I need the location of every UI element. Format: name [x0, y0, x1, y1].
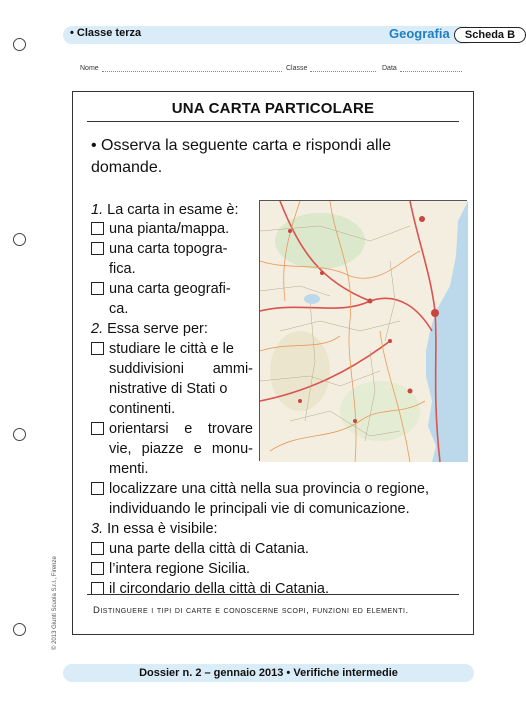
sheet-badge: Scheda B — [454, 27, 526, 43]
option-q3-c: il circondario della città di Catania. — [109, 581, 330, 597]
class-label: • Classe terza — [70, 27, 142, 39]
option-q3-b: l’intera regione Sicilia. — [109, 561, 251, 577]
question-1 — [91, 200, 239, 221]
question-1-number: 1. — [91, 202, 104, 218]
checkbox-q3-b[interactable] — [91, 562, 104, 575]
option-q2-c-line2: individuando le principali vie di comunicazione. — [109, 501, 410, 517]
name-field-label: Nome — [80, 65, 99, 72]
question-2 — [91, 319, 208, 340]
map-drawing — [260, 201, 468, 462]
class-field-line[interactable] — [310, 71, 376, 72]
question-2-number: 2. — [91, 321, 104, 337]
checkbox-q2-c[interactable] — [91, 482, 104, 495]
option-q2-b-line1: orientarsi e trovare — [109, 421, 253, 437]
option-q3-a: una parte della città di Catania. — [109, 541, 309, 557]
exercise-card — [72, 91, 474, 635]
subject-label: Geografia — [389, 26, 450, 41]
title-divider — [87, 121, 459, 122]
option-q2-c-line1: localizzare una città nella sua provincia o regione, — [109, 481, 429, 497]
checkbox-q3-a[interactable] — [91, 542, 104, 555]
option-q2-a-line1: studiare le città e le — [109, 341, 234, 357]
name-field-line[interactable] — [102, 71, 282, 72]
option-q1-b-line2: fica. — [109, 261, 136, 277]
exercise-title: UNA CARTA PARTICOLARE — [171, 100, 375, 117]
binder-hole-4 — [13, 623, 26, 636]
date-field-label: Data — [382, 65, 397, 72]
checkbox-q1-c[interactable] — [91, 282, 104, 295]
option-q2-b-line3: menti. — [109, 461, 149, 477]
learning-objective: Distinguere i tipi di carte e conoscerne scopi, funzioni ed elementi. — [93, 605, 409, 616]
question-3 — [91, 519, 218, 540]
binder-hole-3 — [13, 428, 26, 441]
road-map-image — [259, 200, 467, 461]
option-q1-c-line1: una carta geografi- — [109, 281, 231, 297]
instruction-text: • Osserva la seguente carta e rispondi alle domande. — [91, 137, 391, 176]
footer-bar: Dossier n. 2 – gennaio 2013 • Verifiche intermedie — [63, 664, 474, 682]
option-q2-b-line2: vie, piazze e monu- — [109, 441, 253, 457]
header-bar — [63, 26, 516, 44]
class-field-label: Classe — [286, 65, 308, 72]
question-3-number: 3. — [91, 521, 104, 537]
copyright-text: © 2013 Giunti Scuola S.r.l., Firenze — [52, 556, 58, 650]
question-3-text: In essa è visibile: — [107, 521, 218, 537]
date-field-line[interactable] — [400, 71, 462, 72]
question-2-text: Essa serve per: — [107, 321, 208, 337]
option-q1-c-line2: ca. — [109, 301, 129, 317]
checkbox-q1-a[interactable] — [91, 222, 104, 235]
checkbox-q1-b[interactable] — [91, 242, 104, 255]
binder-hole-2 — [13, 233, 26, 246]
option-q2-a-line2: suddivisioni ammi- — [109, 361, 253, 377]
checkbox-q2-a[interactable] — [91, 342, 104, 355]
question-1-text: La carta in esame è: — [107, 202, 239, 218]
option-q2-a-line3: nistrative di Stati o — [109, 381, 228, 397]
map-lake — [304, 294, 320, 304]
option-q1-a: una pianta/mappa. — [109, 221, 230, 237]
binder-hole-1 — [13, 38, 26, 51]
note-divider — [87, 594, 459, 595]
checkbox-q2-b[interactable] — [91, 422, 104, 435]
option-q2-a-line4: continenti. — [109, 401, 176, 417]
option-q1-b-line1: una carta topogra- — [109, 241, 228, 257]
